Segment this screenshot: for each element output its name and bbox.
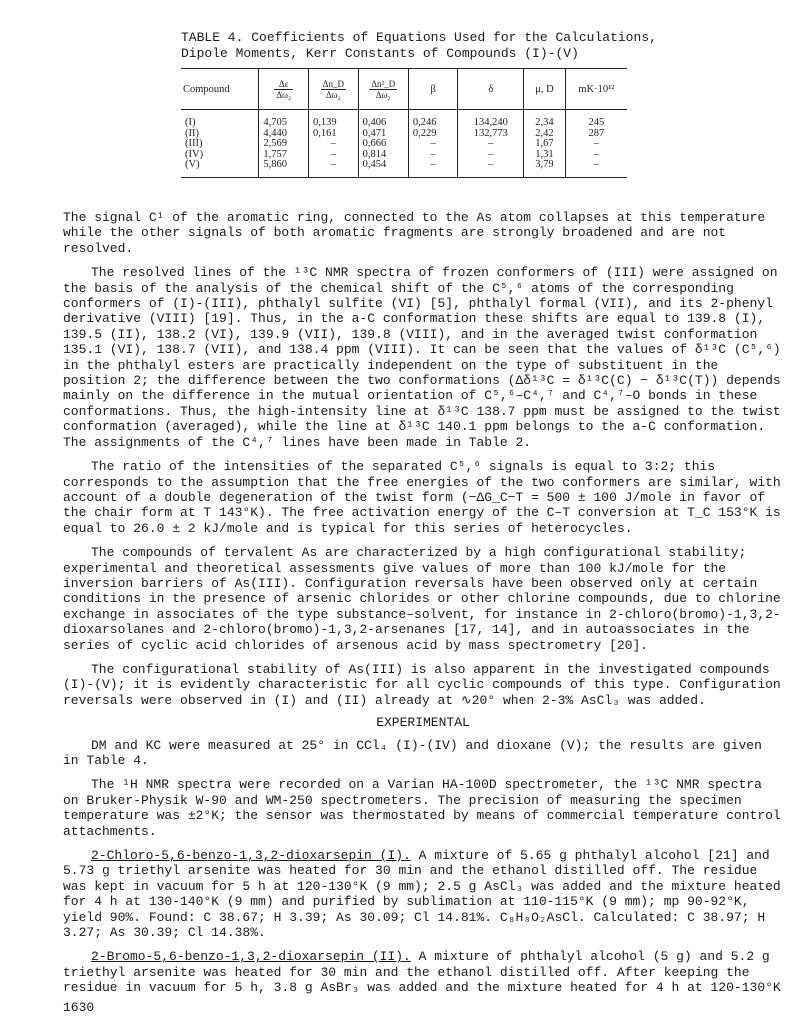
body-text xyxy=(63,210,783,996)
header-mu: μ, D xyxy=(524,69,566,110)
header-dn xyxy=(309,69,359,110)
cell-dn2: 0,406 xyxy=(358,110,408,129)
cell-beta: 0,229 xyxy=(408,129,458,140)
paragraph xyxy=(63,949,783,995)
cell-de: 2,569 xyxy=(259,139,309,150)
cell-dn2: 0,814 xyxy=(358,150,408,161)
cell-dn2: 0,666 xyxy=(358,139,408,150)
header-dn2 xyxy=(358,69,408,110)
cell-delta: 132,773 xyxy=(458,129,524,140)
cell-dn: – xyxy=(309,139,359,150)
compound-text-i: A mixture of 5.65 g phthalyl alcohol [21] and 5.73 g triethyl arsenite was heated for 30 min and the ethanol distilled off. The residue was kept in vacuum for 5 h at 120-130°K (9 mm); 2.5 g AsCl₃ was added and the mixture heated for 4 h at 130-140°K (9 mm) and purified by sublimation at 110-115°K (9 mm); mp 90-92°K, yield 90%. Found: C 38.67; H 3.39; As 30.09; Cl 14.81%. C₈H₈O₂AsCl. Calculated: C 38.97; H 3.27; As 30.39; Cl 14.38%. xyxy=(63,848,781,941)
cell-delta: – xyxy=(458,150,524,161)
cell-mu: 1,67 xyxy=(524,139,566,150)
cell-mu: 2,42 xyxy=(524,129,566,140)
header-dn2-den: Δω₂ xyxy=(375,89,391,100)
table-row xyxy=(181,110,627,129)
cell-de: 1,757 xyxy=(259,150,309,161)
table-row xyxy=(181,129,627,140)
paragraph: The compounds of tervalent As are characterized by a high configurational stability; experimental and theoretical assessments give values of more than 100 kJ/mole for the inversion barriers of As(III). Configuration reversals have been observed only at certain conditions in the presence of arsenic chlorides or other chlorine compounds, due to chlorine exchange in associates of the type substance–solvent, for instance in 2-chloro(bromo)-1,3,2-dioxarsolanes and 2-chloro(bromo)-1,3,2-arsenanes [17, 14], and in autoassociates in the series of cyclic acid chlorides of arsenous acid by mass spectrometry [20]. xyxy=(63,545,781,653)
cell-mu: 2,34 xyxy=(524,110,566,129)
table-row xyxy=(181,150,627,161)
paragraph xyxy=(63,848,783,940)
cell-beta: – xyxy=(408,150,458,161)
header-de-num: Δε xyxy=(274,79,293,90)
header-dn2-num: Δn²_D xyxy=(371,78,396,89)
table-row xyxy=(181,139,627,150)
paragraph: The ratio of the intensities of the separated C⁵,⁶ signals is equal to 3:2; this corresponds to the assumption that the free energies of the two conformers are similar, with account of a double degeneration of the twist form (−ΔG_C−T = 500 ± 100 J/mole in favor of the chair form at T 143°K). The free activation energy of the C–T conversion at T_C 153°K is equal to 26.0 ± 2 kJ/mole and is typical for this series of heterocycles. xyxy=(63,459,781,536)
paragraph: DM and KC were measured at 25° in CCl₄ (I)-(IV) and dioxane (V); the results are given in Table 4. xyxy=(63,737,762,768)
coefficients-table xyxy=(181,68,627,178)
table-row xyxy=(181,160,627,177)
cell-de: 5,860 xyxy=(259,160,309,177)
cell-dn: 0,139 xyxy=(309,110,359,129)
compound-text-ii: A mixture of phthalyl alcohol (5 g) and 5.2 g triethyl arsenite was heated for 30 min and the ethanol distilled off. After keeping the residue in vacuum for 5 h, 3.8 g AsBr₃ was added and the mixture heated for 4 h at 120-130°K xyxy=(63,949,781,996)
table-caption xyxy=(181,30,657,62)
cell-mu: 1,31 xyxy=(524,150,566,161)
cell-dn: 0,161 xyxy=(309,129,359,140)
header-de-den: Δω₂ xyxy=(276,89,292,100)
header-compound: Compound xyxy=(183,83,230,95)
section-heading-experimental: EXPERIMENTAL xyxy=(376,715,470,731)
cell-dn2: 0,454 xyxy=(358,160,408,177)
paragraph: The ¹H NMR spectra were recorded on a Varian HA-100D spectrometer, the ¹³C NMR spectra on Bruker-Physik W-90 and WM-250 spectrometers. The precision of measuring the specimen temperature was ±2°K; the sensor was thermostated by means of commercial temperature control attachments. xyxy=(63,777,781,839)
paragraph: The signal C¹ of the aromatic ring, connected to the As atom collapses at this temperature while the other signals of both aromatic fragments are strongly broadened and are not resolved. xyxy=(63,210,766,256)
cell-mu: 3,79 xyxy=(524,160,566,177)
cell-dn: – xyxy=(309,160,359,177)
cell-delta: 134,240 xyxy=(458,110,524,129)
cell-compound: (V) xyxy=(181,160,259,177)
cell-compound: (III) xyxy=(185,138,203,149)
paragraph: The configurational stability of As(III) is also apparent in the investigated compounds (I)-(V); it is evidently characteristic for all cyclic compounds of this type. Configuration reversals were observed in (I) and (II) already at ∿20° when 2-3% AsCl₃ was added. xyxy=(63,661,781,708)
cell-compound: (II) xyxy=(185,127,199,139)
cell-beta: 0,246 xyxy=(408,110,458,129)
cell-mk: 287 xyxy=(565,129,627,140)
cell-mk: – xyxy=(565,160,627,177)
cell-dn2: 0,471 xyxy=(358,129,408,140)
header-dn-den: Δω₂ xyxy=(325,89,341,100)
table-header-row xyxy=(181,69,627,110)
cell-beta: – xyxy=(408,160,458,177)
compound-title-i: 2-Chloro-5,6-benzo-1,3,2-dioxarsepin (I). xyxy=(91,848,411,864)
cell-compound: (IV) xyxy=(185,148,204,160)
cell-delta: – xyxy=(458,139,524,150)
cell-compound: (I) xyxy=(185,117,196,128)
cell-dn: – xyxy=(309,150,359,161)
table-caption-line-2: Dipole Moments, Kerr Constants of Compounds (I)-(V) xyxy=(181,46,579,61)
cell-mk: – xyxy=(565,150,627,161)
compound-title-ii: 2-Bromo-5,6-benzo-1,3,2-dioxarsepin (II). xyxy=(91,949,411,965)
header-mk: mK·10¹² xyxy=(565,69,627,110)
paragraph: The resolved lines of the ¹³C NMR spectra of frozen conformers of (III) were assigned on the basis of the analysis of the chemical shift of the C⁵,⁶ atoms of the corresponding conformers of (I)-(III), phthalyl sulfite (VI) [5], phthalyl formal (VII), and its 2-phenyl derivative (VIII) [19]. Thus, in the a-C conformation these shifts are equal to 139.8 (I), 139.5 (II), 138.2 (VI), 139.9 (VII), 139.8 (VIII), and in the averaged twist conformation 135.1 (VI), 138.7 (VII), and 138.4 ppm (VIII). It can be seen that the values of δ¹³C (C⁵,⁶) in the phthalyl esters are practically independent on the type of substituent in the position 2; the difference between the two conformations (Δδ¹³C = δ¹³C(C) − δ¹³C(T)) depends mainly on the difference in the mutual orientation of C⁵,⁶–C⁴,⁷ and C⁴,⁷–O bonds in these conformations. Thus, the high-intensity line at δ¹³C 138.7 ppm must be assigned to the twist conformation (averaged), while the line at δ¹³C 140.1 ppm belongs to the a-C conformation. The assignments of the C⁴,⁷ lines have been made in Table 2. xyxy=(63,265,781,450)
cell-mk: 245 xyxy=(565,110,627,129)
cell-de: 4,440 xyxy=(259,129,309,140)
table-caption-line-1: TABLE 4. Coefficients of Equations Used for the Calculations, xyxy=(181,30,657,45)
cell-de: 4,705 xyxy=(259,110,309,129)
page-number: 1630 xyxy=(63,1000,95,1015)
header-beta: β xyxy=(408,69,458,110)
cell-delta: – xyxy=(458,160,524,177)
cell-mk: – xyxy=(565,139,627,150)
header-de xyxy=(259,69,309,110)
header-delta: δ xyxy=(458,69,524,110)
header-dn-num: Δn_D xyxy=(322,78,344,89)
cell-beta: – xyxy=(408,139,458,150)
